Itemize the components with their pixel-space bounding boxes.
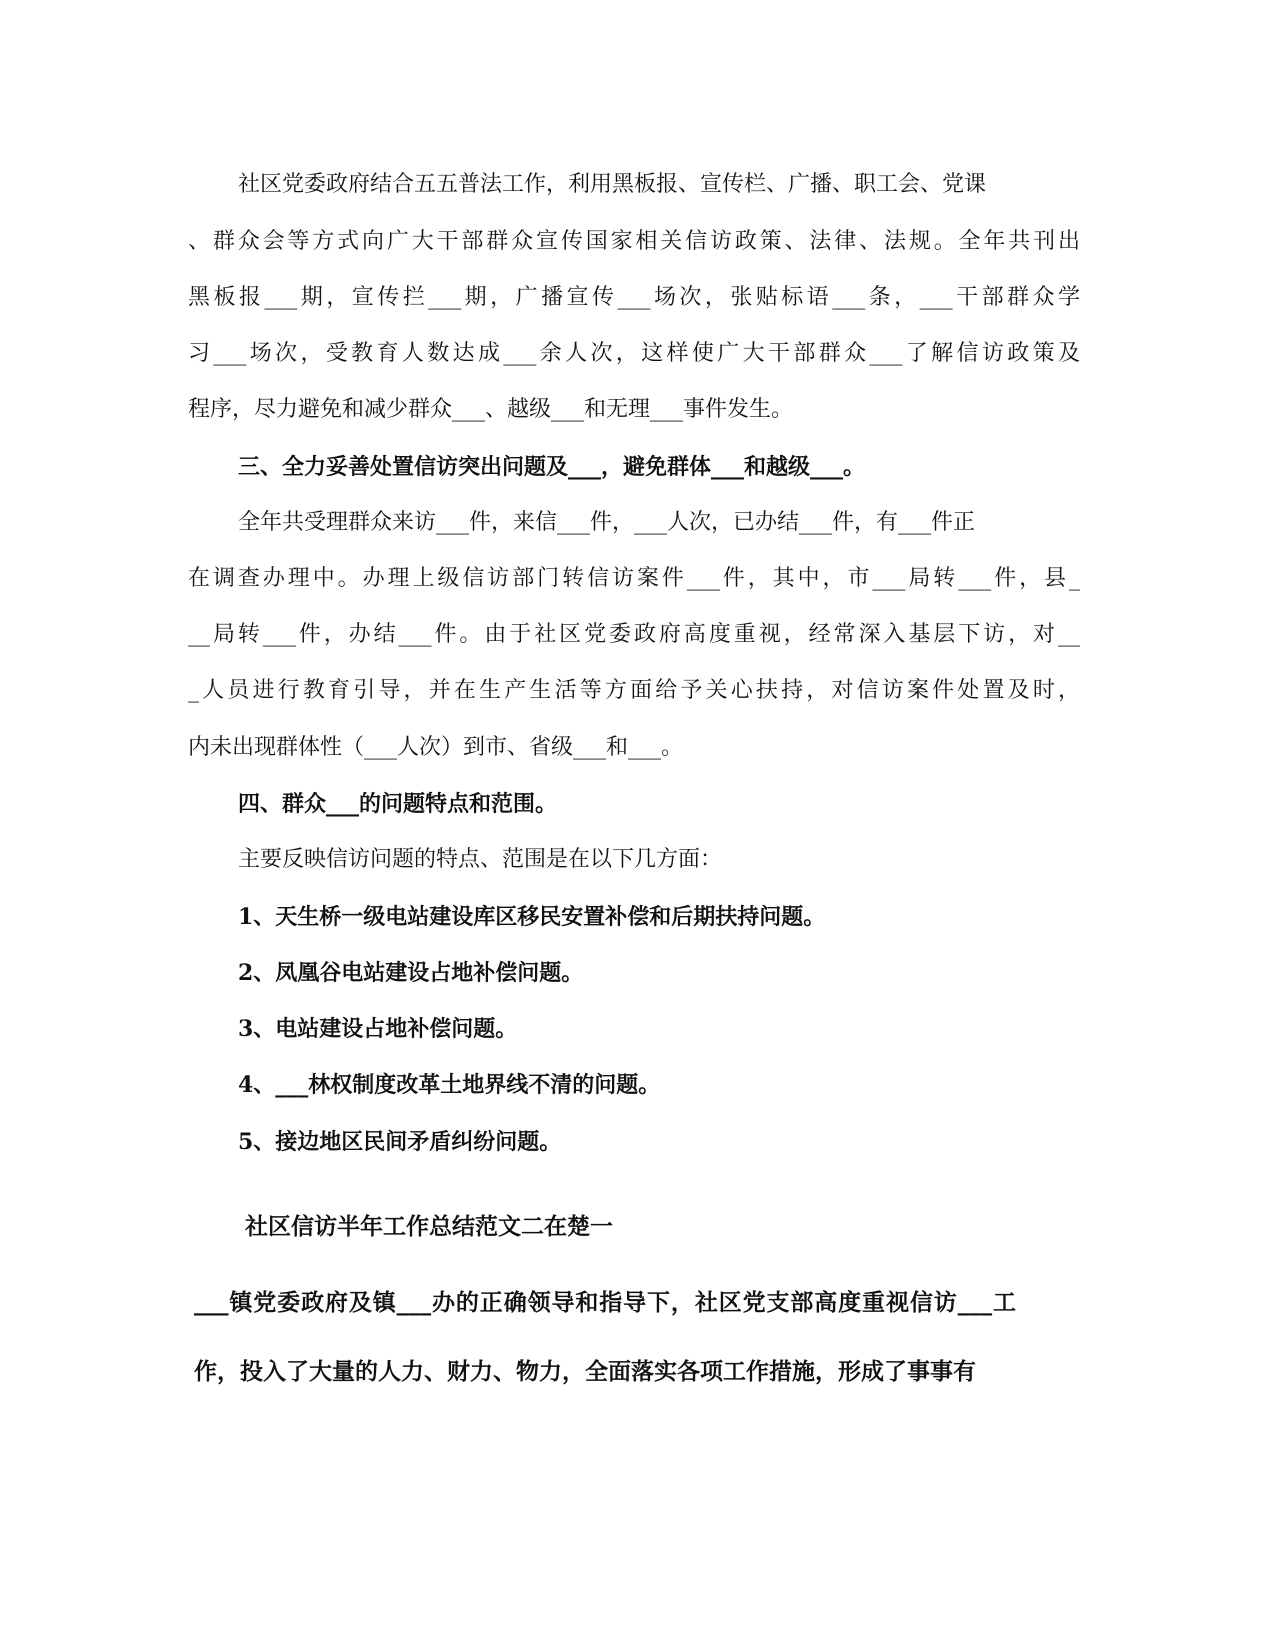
heading-three: 三、全力妥善处置信访突出问题及___，避免群体___和越级___。 bbox=[238, 454, 866, 480]
list-item: 3、电站建设占地补偿问题。 bbox=[238, 1016, 518, 1042]
list-item: 4、___林权制度改革土地界线不清的问题。 bbox=[238, 1072, 661, 1098]
closing-line-2: 作，投入了大量的人力、财力、物力，全面落实各项工作措施，形成了事事有 bbox=[194, 1358, 976, 1385]
para1-line-1: 社区党委政府结合五五普法工作，利用黑板报、宣传栏、广播、职工会、党课 bbox=[238, 172, 987, 197]
para1-line-5: 程序，尽力避免和减少群众___、越级___和无理___事件发生。 bbox=[188, 397, 794, 422]
para2-line-5: 内未出现群体性（___人次）到市、省级___和___。 bbox=[188, 735, 684, 760]
para2-line-4: _人员进行教育引导，并在生产生活等方面给予关心扶持，对信访案件处置及时， bbox=[188, 678, 1080, 703]
heading-four: 四、群众___的问题特点和范围。 bbox=[238, 791, 558, 817]
list-item: 5、接边地区民间矛盾纠纷问题。 bbox=[238, 1129, 562, 1155]
para1-line-4: 习___场次，受教育人数达成___余人次，这样使广大干部群众___了解信访政策及 bbox=[188, 341, 1080, 366]
section-title: 社区信访半年工作总结范文二在楚一 bbox=[245, 1213, 613, 1240]
para1-line-3: 黑板报___期，宣传拦___期，广播宣传___场次，张贴标语___条，___干部群众学 bbox=[188, 285, 1080, 310]
para1-line-2: 、群众会等方式向广大干部群众宣传国家相关信访政策、法律、法规。全年共刊出 bbox=[188, 229, 1080, 254]
para2-line-1: 全年共受理群众来访___件，来信___件，___人次，已办结___件，有___件正 bbox=[238, 510, 976, 535]
intro-text: 主要反映信访问题的特点、范围是在以下几方面： bbox=[238, 847, 723, 872]
list-item: 1、天生桥一级电站建设库区移民安置补偿和后期扶持问题。 bbox=[238, 904, 826, 930]
para2-line-3: __局转___件，办结___件。由于社区党委政府高度重视，经常深入基层下访，对__ bbox=[188, 622, 1080, 647]
para2-line-2: 在调查办理中。办理上级信访部门转信访案件___件，其中，市___局转___件，县_ bbox=[188, 566, 1080, 591]
list-item: 2、凤凰谷电站建设占地补偿问题。 bbox=[238, 960, 584, 986]
closing-line-1: ___镇党委政府及镇___办的正确领导和指导下，社区党支部高度重视信访___工 bbox=[194, 1289, 1016, 1316]
